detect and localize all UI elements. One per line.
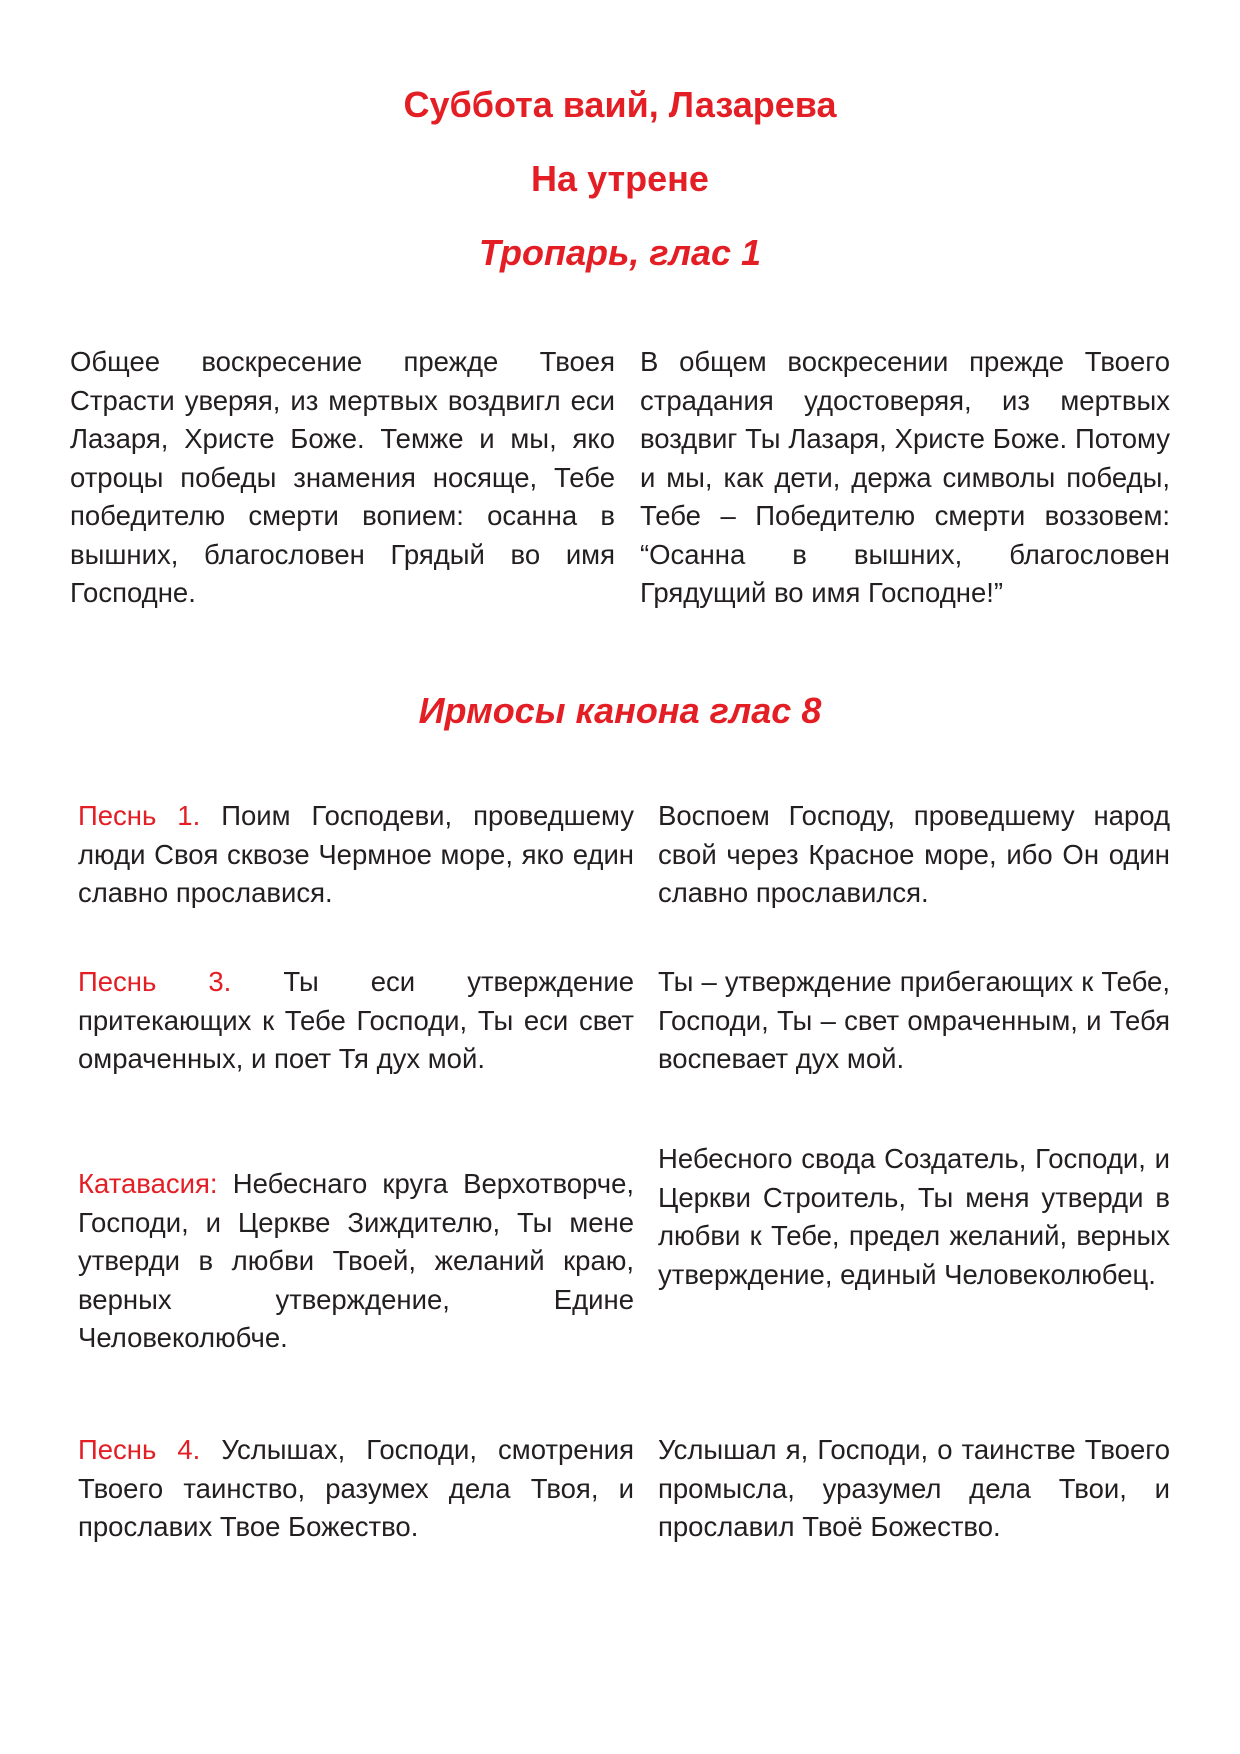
- troparion-heading: Тропарь, глас 1: [478, 232, 762, 273]
- irmos-4-slavonic: [78, 1431, 634, 1547]
- katavasia-label: Катавасия:: [78, 1168, 218, 1199]
- irmos-heading: Ирмосы канона глас 8: [418, 690, 822, 731]
- irmos-3-label: Песнь 3.: [78, 966, 232, 997]
- troparion-slavonic-text: Общее воскресение прежде Твоея Страсти уверяя, из мертвых воздвигл еси Лазаря, Христе Боже. Темже и мы, яко отроцы победы знамения носяще, Тебе победителю смерти вопием: осанна в вышних, благословен Грядый во имя Господне.: [70, 346, 615, 608]
- irmos-4-russian-text: Услышал я, Господи, о таинстве Твоего промысла, уразумел дела Твои, и прославил Твоё Божество.: [658, 1434, 1170, 1542]
- page-title: Суббота ваий, Лазарева: [403, 84, 837, 125]
- katavasia-russian-text: Небесного свода Создатель, Господи, и Церкви Строитель, Ты меня утверди в любви к Тебе, предел желаний, верных утверждение, единый Человеколюбец.: [658, 1143, 1170, 1290]
- irmos-4-slavonic-text: Услышах, Господи, смотрения Твоего таинство, разумех дела Твоя, и прославих Твое Божество.: [78, 1434, 635, 1542]
- irmos-4-label: Песнь 4.: [78, 1434, 201, 1465]
- irmos-1-label: Песнь 1.: [78, 800, 201, 831]
- irmos-3-slavonic: [78, 963, 634, 1079]
- katavasia-slavonic-text: Небеснаго круга Верхотворче, Господи, и Церкве Зиждителю, Ты мене утверди в любви Твоей, желаний краю, верных утверждение, Едине Человеколюбче.: [78, 1168, 634, 1353]
- irmos-3-russian-text: Ты – утверждение прибегающих к Тебе, Господи, Ты – свет омраченным, и Тебя воспевает дух мой.: [658, 966, 1170, 1074]
- troparion-russian-text: В общем воскресении прежде Твоего страдания удостоверяя, из мертвых воздвиг Ты Лазаря, Христе Боже. Потому и мы, как дети, держа символы победы, Тебе – Победителю смерти воззовем: “Осанна в вышних, благословен Грядущий во имя Господне!”: [640, 346, 1170, 608]
- irmos-3-slavonic-text: Ты еси утверждение притекающих к Тебе Господи, Ты еси свет омраченных, и поет Тя дух мой.: [78, 966, 635, 1074]
- section-subtitle: На утрене: [531, 158, 709, 199]
- irmos-1-russian-text: Воспоем Господу, проведшему народ свой через Красное море, ибо Он один славно прославился.: [658, 800, 1170, 908]
- katavasia-slavonic: [78, 1165, 634, 1358]
- irmos-1-slavonic: [78, 797, 634, 913]
- irmos-1-slavonic-text: Поим Господеви, проведшему люди Своя сквозе Чермное море, яко един славно прославися.: [78, 800, 634, 908]
